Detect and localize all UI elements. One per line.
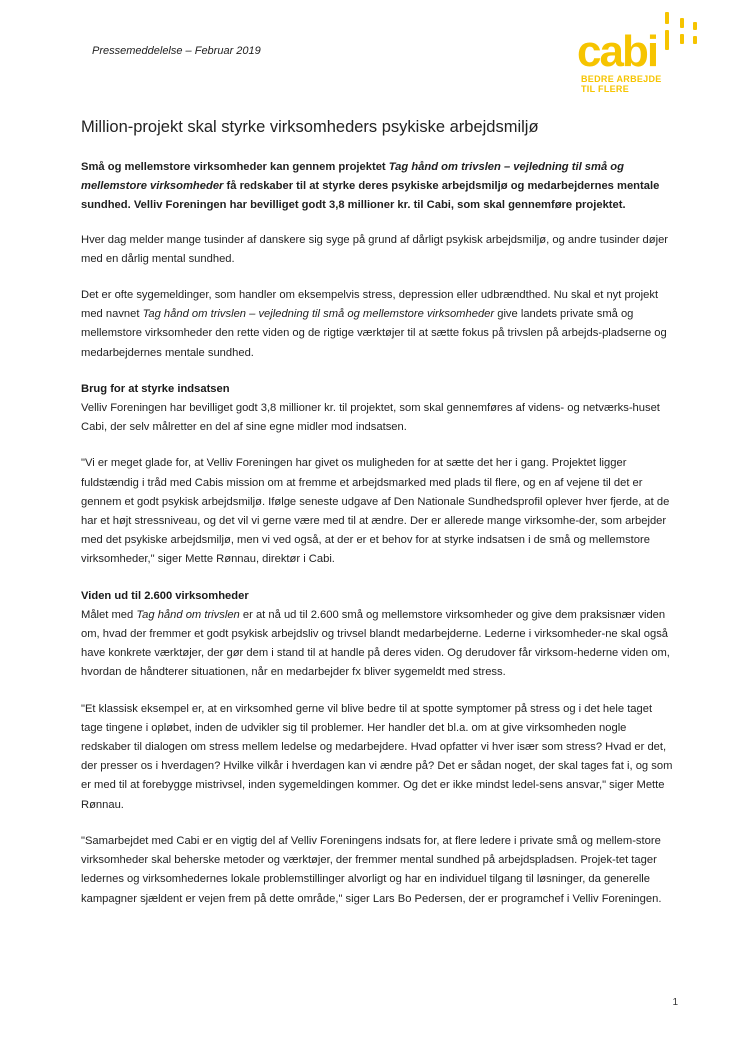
section-2-paragraph-1: [81, 606, 676, 683]
section-heading-2: Viden ud til 2.600 virksomheder: [81, 589, 249, 602]
paragraph-1: Hver dag melder mange tusinder af danskere sig syge på grund af dårligt psykisk arbejdsmiljø, og andre tusinder døjer med en dårlig mental sundhed.: [81, 233, 669, 265]
logo-bar: [680, 34, 684, 44]
paragraph-2: [81, 286, 676, 363]
logo-tagline-line-2: TIL FLERE: [581, 84, 630, 94]
logo-tagline: [581, 74, 662, 94]
paragraph-2-project-name: Tag hånd om trivslen – vejledning til små og mellemstore virksomheder: [142, 308, 495, 321]
logo-bar: [680, 18, 684, 28]
logo-wordmark: cabi: [577, 27, 658, 76]
cabi-logo: [577, 8, 707, 98]
logo-bar: [693, 22, 697, 30]
section-heading-1: Brug for at styrke indsatsen: [81, 382, 230, 395]
section-2-project-name: Tag hånd om trivslen: [136, 608, 240, 621]
paragraph-2-text-2: give landets private små og mellemstore virksomheder den rette viden og de rigtige værktøjer til at sætte fokus på trivslen på arbejds-pladserne og medarbejdernes mentale sundhed.: [81, 308, 667, 359]
section-2-text-1: Målet med: [81, 608, 137, 621]
logo-bar: [665, 30, 669, 50]
lead-project-name: Tag hånd om trivslen – vejledning til små og mellemstore virksomheder: [81, 161, 624, 193]
section-1-quote: "Vi er meget glade for, at Velliv Foreningen har givet os muligheden for at sætte det her i gang. Projektet ligger fuldstændig i tråd med Cabis mission om at fremme et arbejdsmarked med plads til flere, og en af vejene til det er gennem et godt psykisk arbejdsmiljø. Ifølge seneste udgave af Den Nationale Sundhedsprofil oplever hver fjerde, at de har et højt stressniveau, og det vil vi gerne være med til at ændre. Der er allerede mange virksomhe-der, som arbejder med det psykiske arbejdsmiljø, men vi ved også, at der er et behov for at styrke indsatsen i de små og mellemstore virksomheder," siger Mette Rønnau, direktør i Cabi.: [81, 457, 670, 566]
logo-tagline-line-1: BEDRE ARBEJDE: [581, 74, 662, 84]
article-title: Million-projekt skal styrke virksomheders psykiske arbejdsmiljø: [81, 118, 539, 136]
lead-text-1: Små og mellemstore virksomheder kan gennem projektet: [81, 161, 389, 173]
logo-bar: [665, 12, 669, 24]
section-1-paragraph-1: Velliv Foreningen har bevilliget godt 3,8 millioner kr. til projektet, som skal gennemføres af videns- og netværks-huset Cabi, der selv målretter en del af sine egne midler mod indsatsen.: [81, 402, 660, 434]
press-release-label: Pressemeddelelse – Februar 2019: [92, 45, 261, 57]
page-number: 1: [672, 997, 678, 1008]
article-body: [81, 116, 676, 926]
section-2-text-2: er at nå ud til 2.600 små og mellemstore virksomheder og give dem praksisnær viden om, hvad der fremmer et godt psykisk arbejdsliv og trivsel blandt medarbejderne. Lederne i virksomheder-ne skal også have konkrete værktøjer, der gør dem i stand til at handle på deres viden. Og derudover får virksom-hederne viden om, hvordan de håndterer situationen, når en medarbejder fx bliver sygemeldt med stress.: [81, 608, 670, 679]
lead-text-2: få redskaber til at styrke deres psykiske arbejdsmiljø og medarbejdernes mentale sundhed. Velliv Foreningen har bevilliget godt 3,8 millioner kr. til Cabi, som skal gennemføre projektet.: [81, 180, 660, 212]
section-2-quote-1: "Et klassisk eksempel er, at en virksomhed gerne vil blive bedre til at spotte symptomer på stress og i det hele taget tage tingene i opløbet, inden de udvikler sig til problemer. Her handler det bl.a. om at give virksomheden nogle redskaber til dialogen om stress mellem ledelse og medarbejdere. Hvad opfatter vi hver især som stress? Hvad er det, der presser os i hverdagen? Hvilke vilkår i hverdagen kan vi ændre på? Det er sådan noget, der skal tages fat i, og som er med til at forebygge mistrivsel, inden sygemeldingen kommer. Og det er ikke mindst ledel-sens ansvar," siger Mette Rønnau.: [81, 702, 673, 811]
section-2-quote-2: "Samarbejdet med Cabi er en vigtig del af Velliv Foreningens indsats for, at flere ledere i private små og mellem-store virksomheder skal beherske metoder og værktøjer, der fremmer mental sundhed på arbejdspladsen. Projek-tet tager ledernes og virksomhedernes lokale problemstillinger alvorligt og har en individuel tilgang til løsninger, da generelle kampagner sjældent er vejen frem på dette område," siger Lars Bo Pedersen, der er programchef i Velliv Foreningen.: [81, 834, 662, 905]
paragraph-2-text-1: Det er ofte sygemeldinger, som handler om eksempelvis stress, depression eller udbrændthed. Nu skal et nyt projekt med navnet: [81, 289, 659, 321]
logo-bar: [693, 36, 697, 44]
lead-paragraph: [81, 158, 676, 216]
